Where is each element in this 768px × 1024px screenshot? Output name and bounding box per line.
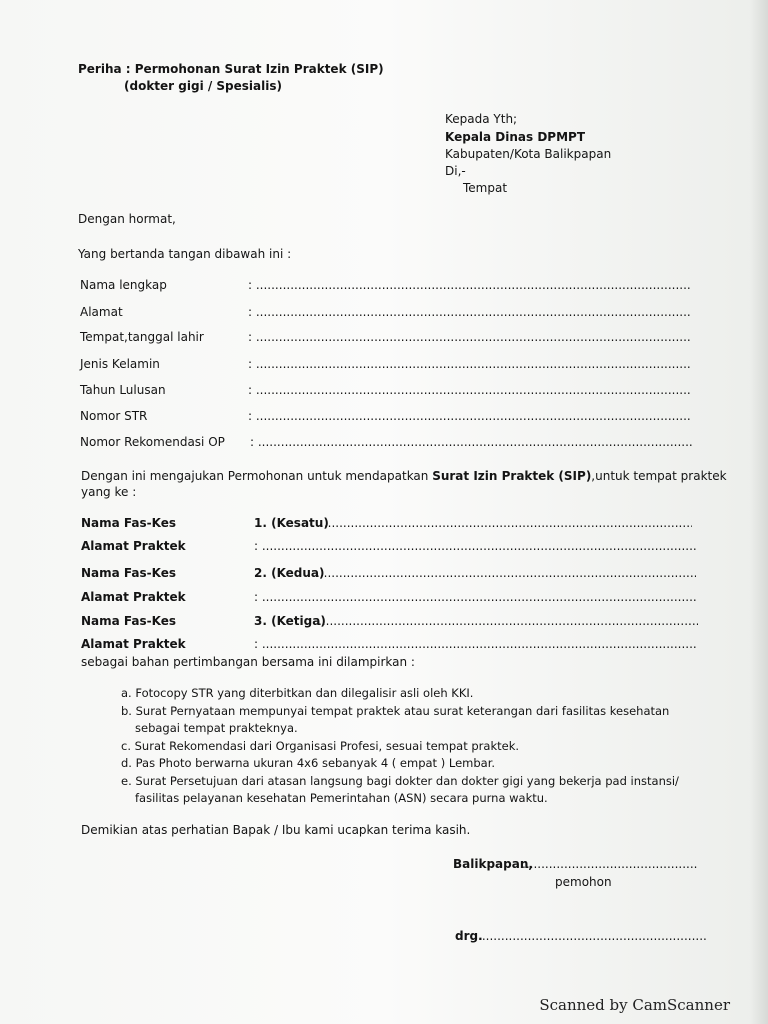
request-text-pre: Dengan ini mengajukan Permohonan untuk mendapatkan [81, 469, 433, 483]
faskes-ordinal-1: 1. (Kesatu) [254, 516, 329, 530]
field-label-ttl: Tempat,tanggal lahir [80, 330, 204, 344]
attachment-d: d. Pas Photo berwarna ukuran 4x6 sebanyak 4 ( empat ) Lembar. [121, 756, 496, 770]
field-blank-nomor-rekomendasi: : ..... [250, 435, 694, 449]
faskes-label-2: Nama Fas-Kes [81, 566, 177, 580]
closing-text: Demikian atas perhatian Bapak / Ibu kami ucapkan terima kasih. [81, 823, 471, 837]
field-blank-tahun-lulusan: : ..... [248, 383, 692, 397]
faskes-blank-3 [318, 614, 698, 628]
signature-role: pemohon [555, 875, 612, 889]
attachment-c: c. Surat Rekomendasi dari Organisasi Profesi, sesuai tempat praktek. [121, 739, 520, 753]
camscanner-watermark: Scanned by CamScanner [539, 996, 730, 1014]
attachment-e: e. Surat Persetujuan dari atasan langsung bagi dokter dan dokter gigi yang bekerja pad instansi/ [121, 774, 679, 788]
signature-title: drg. [455, 929, 483, 943]
field-label-nomor-rekomendasi: Nomor Rekomendasi OP [80, 435, 225, 449]
recipient-line-1: Kepada Yth; [445, 112, 518, 126]
alamat-praktek-label-2: Alamat Praktek [81, 590, 186, 604]
field-blank-nomor-str: : ..... [248, 409, 692, 423]
recipient-line-3: Kabupaten/Kota Balikpapan [445, 147, 612, 161]
request-text-post: ,untuk tempat praktek [591, 469, 727, 483]
greeting: Dengan hormat, [78, 212, 176, 226]
perihal-line-2: (dokter gigi / Spesialis) [124, 79, 282, 93]
request-line-2: yang ke : [81, 485, 137, 499]
perihal-line-1: Periha : Permohonan Surat Izin Praktek (SIP) [78, 62, 384, 76]
recipient-line-5: Tempat [463, 181, 508, 195]
field-blank-jenis-kelamin: : ..... [248, 357, 692, 371]
signature-name-blank [478, 929, 706, 943]
alamat-praktek-blank-3: : ..... [254, 637, 698, 651]
signature-date-blank [522, 857, 698, 871]
faskes-blank-1 [320, 516, 692, 530]
faskes-ordinal-3: 3. (Ketiga) [254, 614, 326, 628]
faskes-ordinal-2: 2. (Kedua) [254, 566, 325, 580]
attachment-a: a. Fotocopy STR yang diterbitkan dan dilegalisir asli oleh KKI. [121, 686, 474, 700]
field-label-nama: Nama lengkap [80, 278, 167, 292]
field-blank-ttl: : ..... [248, 330, 692, 344]
field-blank-alamat: : ..... [248, 305, 692, 319]
alamat-praktek-blank-2: : ..... [254, 590, 698, 604]
alamat-praktek-label-3: Alamat Praktek [81, 637, 186, 651]
recipient-line-2: Kepala Dinas DPMPT [445, 130, 586, 144]
signature-place: Balikpapan, [453, 857, 533, 871]
field-label-alamat: Alamat [80, 305, 123, 319]
attachment-b-cont: sebagai tempat prakteknya. [135, 721, 298, 735]
field-blank-nama: : ..... [248, 278, 692, 292]
faskes-label-3: Nama Fas-Kes [81, 614, 177, 628]
attachment-e-cont: fasilitas pelayanan kesehatan Pemerintahan (ASN) secara purna waktu. [135, 791, 548, 805]
alamat-praktek-label-1: Alamat Praktek [81, 539, 186, 553]
faskes-label-1: Nama Fas-Kes [81, 516, 177, 530]
faskes-blank-2 [316, 566, 696, 580]
attachments-intro: sebagai bahan pertimbangan bersama ini dilampirkan : [81, 655, 415, 669]
alamat-praktek-blank-1: : ..... [254, 539, 696, 553]
request-text-bold: Surat Izin Praktek (SIP) [432, 469, 592, 483]
attachment-b: b. Surat Pernyataan mempunyai tempat praktek atau surat keterangan dari fasilitas kesehatan [121, 704, 670, 718]
request-line-1 [81, 469, 727, 483]
field-label-jenis-kelamin: Jenis Kelamin [80, 357, 160, 371]
recipient-line-4: Di,- [445, 164, 466, 178]
field-label-tahun-lulusan: Tahun Lulusan [80, 383, 166, 397]
field-label-nomor-str: Nomor STR [80, 409, 148, 423]
intro-text: Yang bertanda tangan dibawah ini : [78, 247, 292, 261]
